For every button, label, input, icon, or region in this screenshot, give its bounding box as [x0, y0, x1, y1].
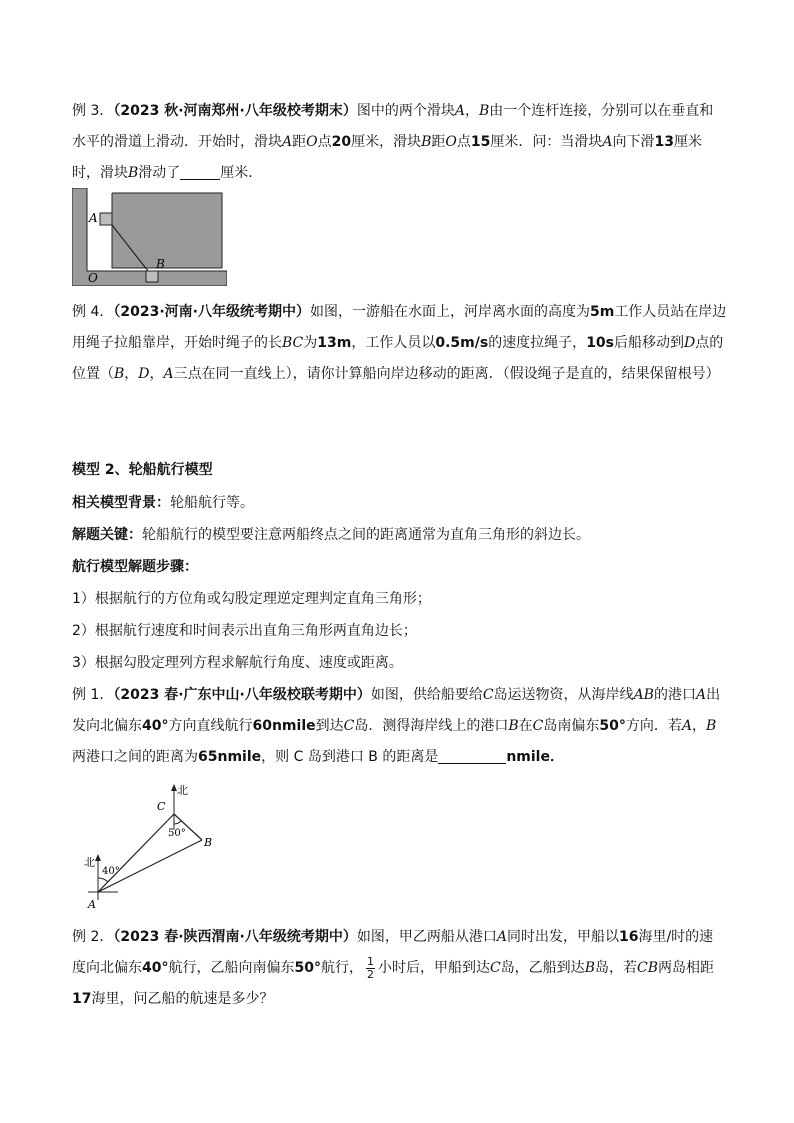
punct: ， — [464, 103, 479, 119]
number: 15 — [470, 134, 491, 150]
number: 5m — [589, 304, 615, 320]
steps-title: 航行模型解题步骤： — [72, 559, 198, 575]
question-text: 方向．若 — [625, 718, 682, 734]
number: 20 — [331, 134, 352, 150]
north-arrow-a — [95, 854, 101, 861]
question-text: 厘米． — [220, 165, 263, 181]
question-text: 图中的两个滑块 — [356, 103, 455, 119]
question-text: 点的位置（ — [72, 335, 724, 382]
question-source: （2023 春·陕西渭南·八年级统考期中） — [113, 929, 357, 945]
number: 50° — [599, 718, 626, 734]
label-b: B — [156, 257, 165, 271]
question-text: 工作人员站在岸边用绳子拉船靠岸，开始时绳子的长 — [72, 304, 727, 351]
var-a: A — [695, 687, 707, 703]
var-b: B — [128, 165, 139, 181]
question-text: ，工作人员以 — [351, 335, 436, 351]
north-label-a: 北 — [84, 856, 95, 869]
question-text: ，则 C 岛到港口 B 的距离是 — [261, 749, 439, 765]
text: 轮船航行的模型要注意两船终点之间的距离通常为直角三角形的斜边长。 — [142, 527, 590, 543]
question-text: 如图，供给船要给 — [370, 687, 483, 703]
unit: nmile． — [506, 749, 564, 765]
question-text: 滑动了 — [138, 165, 181, 181]
number: 65nmile — [198, 749, 262, 765]
var-c: C — [489, 960, 501, 976]
answer-blank[interactable] — [180, 163, 220, 180]
var-b: B — [421, 134, 432, 150]
question-source: （2023 春·广东中山·八年级校联考期中） — [113, 687, 371, 703]
var-c: C — [532, 718, 544, 734]
navigation-figure — [78, 782, 218, 912]
question-source: （2023 秋·河南郑州·八年级校考期末） — [113, 103, 357, 119]
example-number: 例 1． — [72, 687, 114, 703]
question-text: 岛，若 — [594, 960, 637, 976]
sliding-block-figure — [72, 188, 227, 286]
inner-block — [112, 193, 222, 268]
var-ab: AB — [633, 687, 654, 703]
var-b: B — [478, 103, 490, 119]
punct: ， — [149, 366, 164, 382]
var-b: B — [584, 960, 595, 976]
question-text: 点 — [456, 134, 471, 150]
fraction-one-half — [366, 956, 375, 981]
number: 50° — [294, 960, 321, 976]
question-text: 向下滑 — [612, 134, 655, 150]
number: 17 — [72, 991, 92, 1007]
question-text: 如图，甲乙两船从港口 — [356, 929, 497, 945]
var-a: A — [496, 929, 507, 945]
fraction-numerator: 1 — [366, 954, 374, 968]
question-text: 航行，乙船向南偏东 — [168, 960, 295, 976]
label: 相关模型背景： — [72, 495, 170, 511]
number: 13m — [317, 335, 352, 351]
question-text: 两岛相距 — [657, 960, 714, 976]
question-text: 岛，乙船到达 — [500, 960, 585, 976]
question-text: 岛南偏东 — [543, 718, 600, 734]
punct: ， — [691, 718, 706, 734]
label-o: O — [88, 271, 98, 285]
var-d: D — [138, 366, 150, 382]
angle-arc-40 — [98, 878, 108, 882]
number: 40° — [142, 960, 169, 976]
question-text: 如图，一游船在水面上，河岸离水面的高度为 — [309, 304, 590, 320]
label-a: A — [89, 211, 98, 225]
var-o: O — [445, 134, 457, 150]
label-c: C — [157, 800, 166, 813]
question-text: 海里，问乙船的航速是多少？ — [91, 991, 274, 1007]
slider-a — [100, 213, 112, 225]
angle-label-50: 50° — [168, 828, 186, 839]
number: 40° — [142, 718, 169, 734]
var-o: O — [306, 134, 318, 150]
number: 13 — [654, 134, 674, 150]
var-a: A — [454, 103, 465, 119]
question-text: 三点在同一直线上），请你计算船向岸边移动的距离．（假设绳子是直的，结果保留根号） — [173, 366, 720, 382]
question-text: 厘米时，滑块 — [72, 134, 702, 181]
text: 轮船航行等。 — [170, 495, 254, 511]
example-3-question — [72, 96, 727, 189]
example-number: 例 2． — [72, 929, 114, 945]
var-c: C — [343, 718, 355, 734]
label-b: B — [204, 836, 213, 849]
var-a: A — [602, 134, 613, 150]
question-text: 岛运送物资，从海岸线 — [493, 687, 634, 703]
number: 16 — [618, 929, 639, 945]
question-text: 为 — [303, 335, 318, 351]
example-2-question — [72, 922, 727, 1015]
question-text: 由一个连杆连接，分别可以在垂直和水平的滑道上滑动．开始时，滑块 — [72, 103, 714, 150]
question-text: 距 — [431, 134, 446, 150]
label: 解题关键： — [72, 527, 142, 543]
model-background — [72, 488, 727, 519]
angle-label-40: 40° — [102, 866, 120, 877]
angle-arc-50 — [174, 821, 181, 824]
slider-b — [146, 271, 158, 282]
step-2: 2）根据航行速度和时间表示出直角三角形两直角边长； — [72, 623, 417, 639]
step-3: 3）根据勾股定理列方程求解航行角度、速度或距离。 — [72, 655, 403, 671]
var-b: B — [508, 718, 519, 734]
question-text: 距 — [292, 134, 307, 150]
number: 60nmile — [252, 718, 316, 734]
var-c: C — [482, 687, 494, 703]
question-text: 的速度拉绳子， — [488, 335, 587, 351]
question-text: 海里/时的速度向北偏东 — [72, 929, 714, 976]
var-a: A — [681, 718, 692, 734]
example-number: 例 3． — [72, 103, 114, 119]
answer-blank[interactable] — [438, 747, 506, 764]
question-text: 小时后，甲船到达 — [377, 960, 490, 976]
var-d: D — [684, 335, 696, 351]
question-text: 出发向北偏东 — [72, 687, 721, 734]
north-label-c: 北 — [177, 784, 188, 797]
fraction-denominator: 2 — [366, 967, 374, 981]
question-text: 到达 — [315, 718, 344, 734]
example-4-question — [72, 297, 727, 390]
question-text: 在 — [518, 718, 533, 734]
number: 0.5m/s — [435, 335, 489, 351]
question-text: 厘米，滑块 — [351, 134, 422, 150]
punct: ， — [124, 366, 139, 382]
question-text: 同时出发，甲船以 — [506, 929, 619, 945]
number: 10s — [586, 335, 615, 351]
label-a: A — [88, 898, 96, 911]
vertical-rail — [87, 188, 112, 268]
question-text: 航行， — [320, 960, 363, 976]
var-b: B — [114, 366, 125, 382]
var-cb: CB — [636, 960, 658, 976]
question-text: 岛．测得海岸线上的港口 — [354, 718, 509, 734]
question-text: 厘米．问：当滑块 — [490, 134, 603, 150]
var-bc: BC — [282, 335, 304, 351]
example-number: 例 4． — [72, 304, 114, 320]
question-text: 的港口 — [653, 687, 696, 703]
segment-ac — [98, 814, 174, 892]
model-key — [72, 520, 727, 551]
question-text: 方向直线航行 — [168, 718, 253, 734]
question-text: 后船移动到 — [614, 335, 685, 351]
step-1: 1）根据航行的方位角或勾股定理逆定理判定直角三角形； — [72, 591, 431, 607]
var-b: B — [705, 718, 717, 734]
question-source: （2023·河南·八年级统考期中） — [113, 304, 310, 320]
example-1-question — [72, 680, 727, 773]
var-a: A — [282, 134, 293, 150]
question-text: 两港口之间的距离为 — [72, 749, 198, 765]
var-a: A — [163, 366, 174, 382]
section-title: 模型 2、轮船航行模型 — [72, 462, 213, 478]
question-text: 点 — [317, 134, 332, 150]
